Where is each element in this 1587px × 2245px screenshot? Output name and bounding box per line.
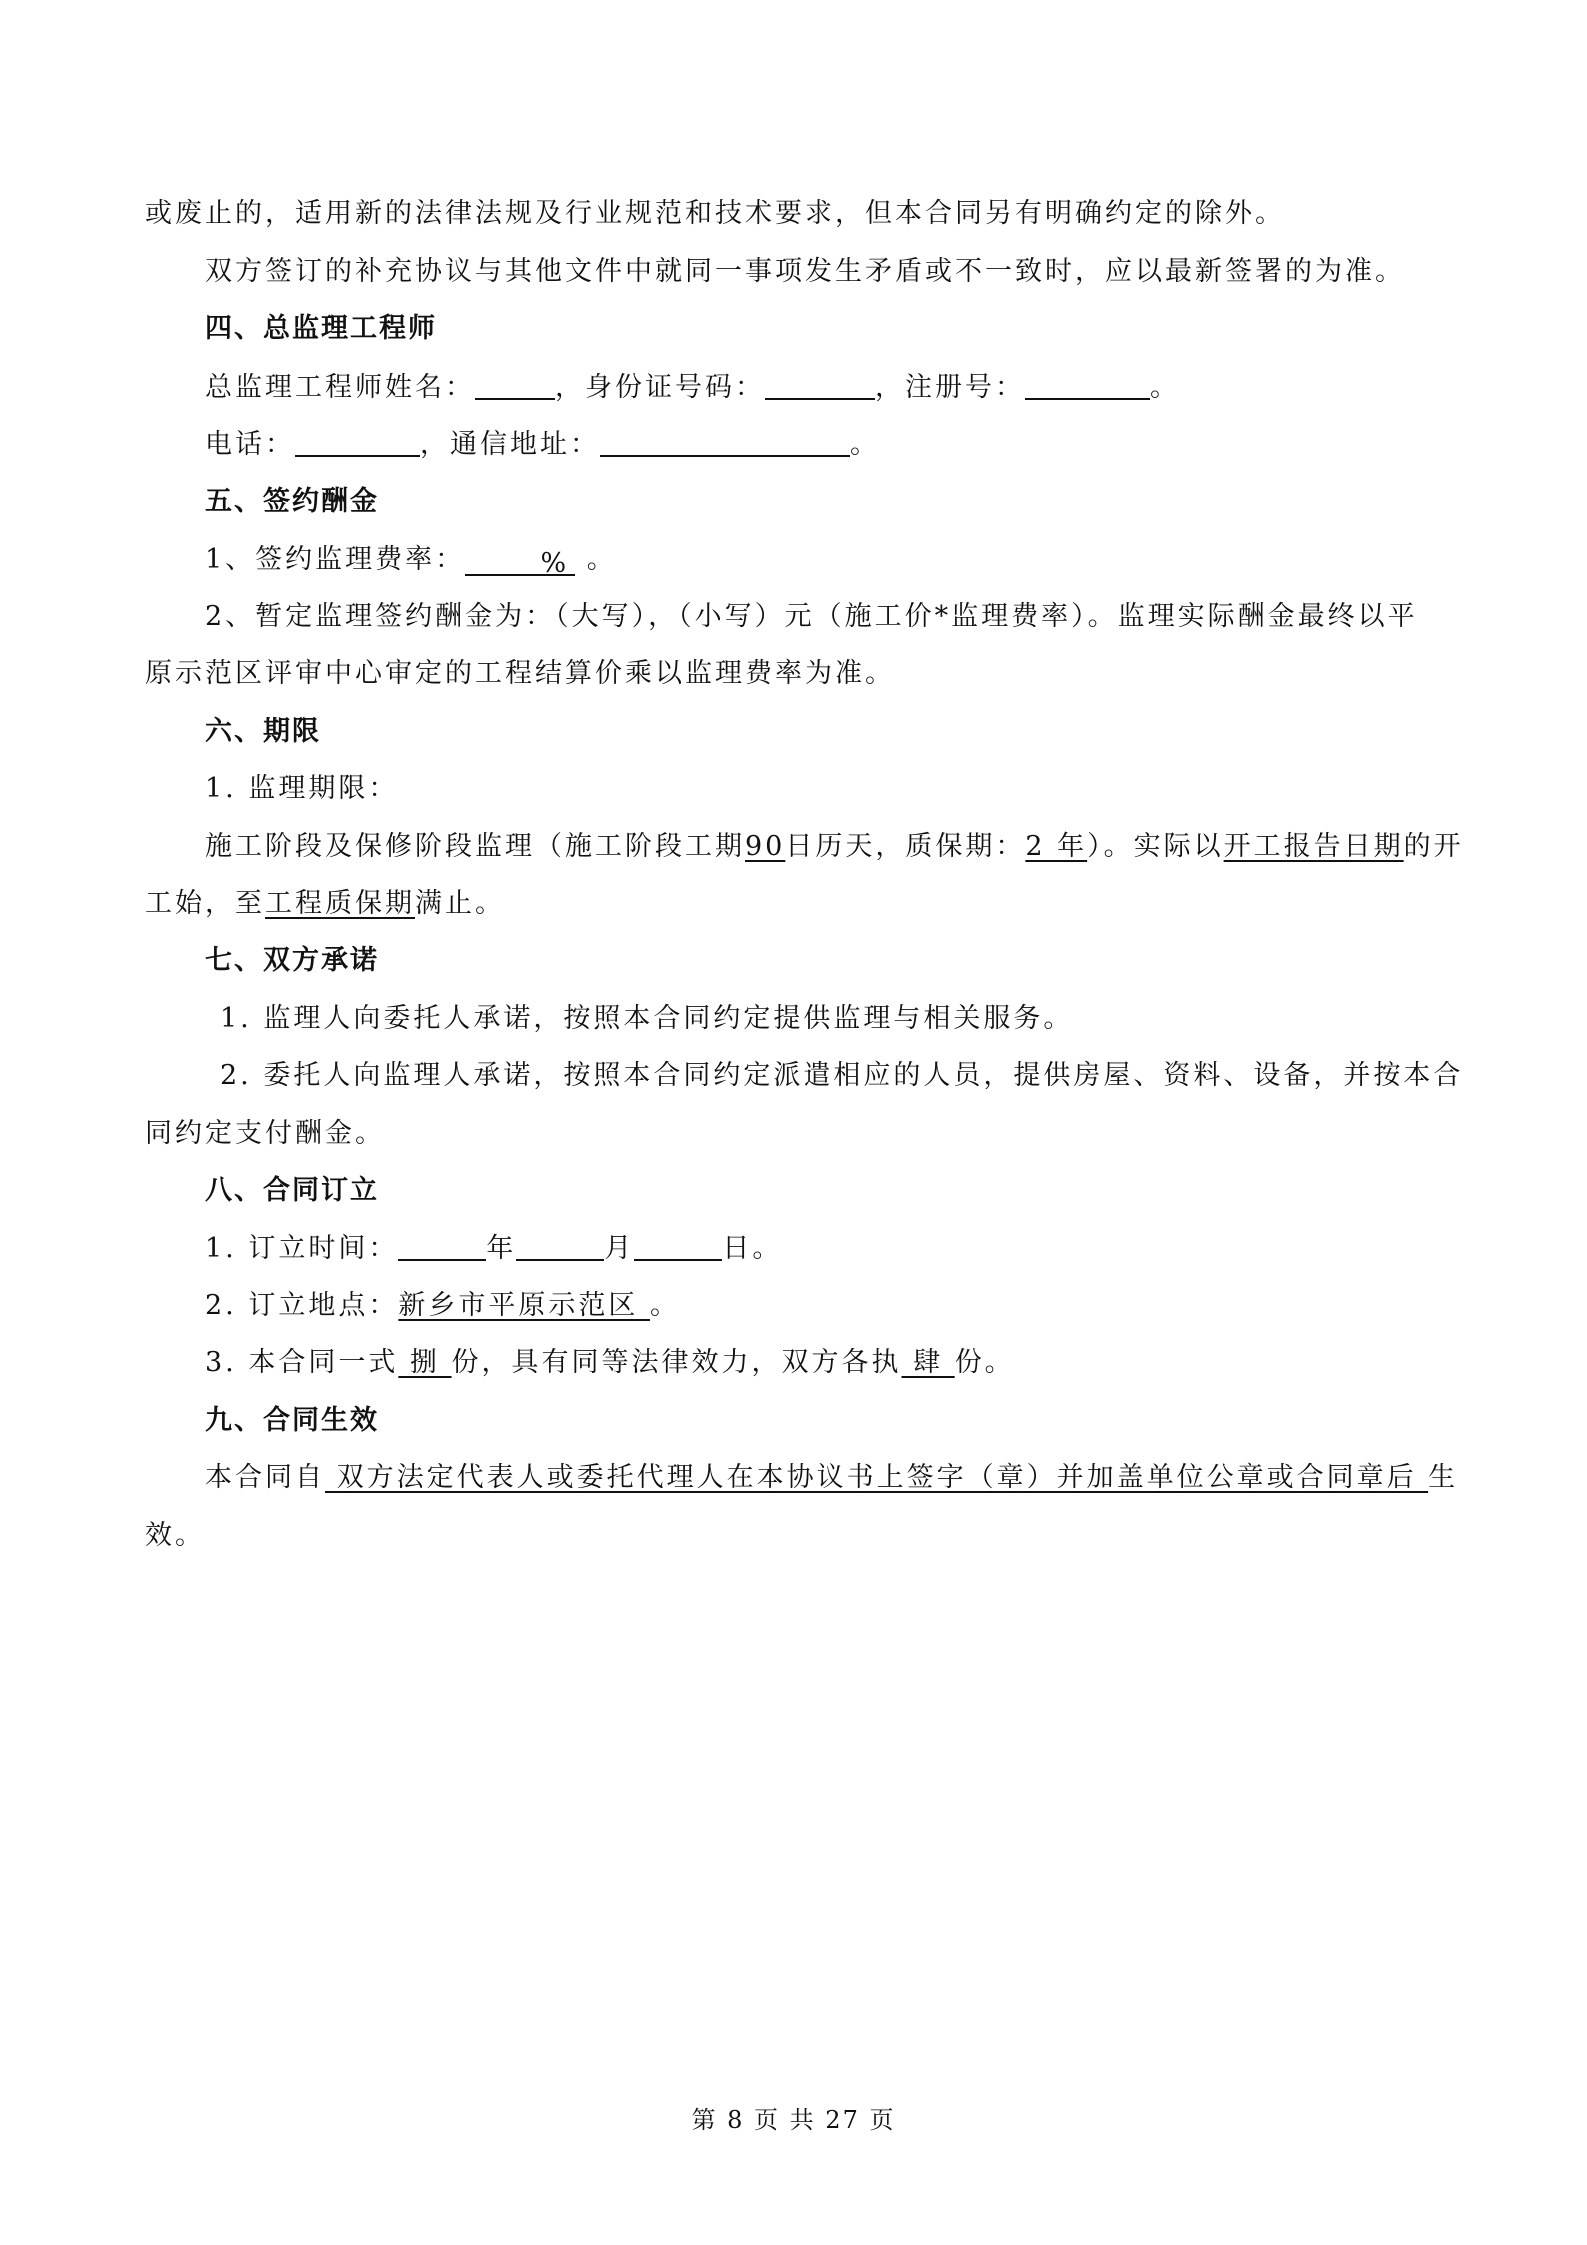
registration-number-blank[interactable] (1025, 370, 1150, 400)
fee-rate-blank[interactable]: % (465, 546, 575, 576)
phone-blank[interactable] (295, 427, 420, 457)
section-heading-7: 七、双方承诺 (205, 945, 379, 976)
section-heading-5: 五、签约酬金 (205, 486, 379, 517)
fee-rate-line: 1、签约监理费率： % 。 (205, 544, 617, 579)
name-blank[interactable] (475, 370, 555, 400)
text-line: 1. 监理人向委托人承诺，按照本合同约定提供监理与相关服务。 (220, 1003, 1074, 1034)
chief-engineer-info-line: 总监理工程师姓名： ，身份证号码： ，注册号： 。 (205, 372, 1180, 403)
section-heading-6: 六、期限 (205, 716, 321, 747)
period-line: 施工阶段及保修阶段监理（施工阶段工期90日历天，质保期：2 年）。实际以开工报告日期的开 (205, 831, 1464, 862)
text-line: 双方签订的补充协议与其他文件中就同一事项发生矛盾或不一致时，应以最新签署的为准。 (205, 256, 1405, 287)
section-heading-9: 九、合同生效 (205, 1405, 379, 1436)
text-line: 效。 (145, 1520, 205, 1551)
text-line: 或废止的，适用新的法律法规及行业规范和技术要求，但本合同另有明确约定的除外。 (145, 198, 1285, 229)
year-blank[interactable] (398, 1231, 486, 1261)
address-blank[interactable] (600, 427, 850, 457)
period-line-cont: 工始，至工程质保期满止。 (145, 888, 505, 919)
section-heading-4: 四、总监理工程师 (205, 313, 437, 344)
contact-info-line: 电话： ，通信地址： 。 (205, 429, 880, 460)
text-line: 2、暂定监理签约酬金为：（大写），（小写）元（施工价*监理费率）。监理实际酬金最终以平 (205, 601, 1418, 632)
signing-date-line: 1. 订立时间： 年 月 日。 (205, 1233, 783, 1264)
page-number-footer: 第 8 页 共 27 页 (691, 2106, 896, 2134)
effective-line: 本合同自 双方法定代表人或委托代理人在本协议书上签字（章）并加盖单位公章或合同章后 生 (205, 1462, 1459, 1493)
day-blank[interactable] (634, 1231, 722, 1261)
section-heading-8: 八、合同订立 (205, 1175, 379, 1206)
text-line: 原示范区评审中心审定的工程结算价乘以监理费率为准。 (145, 658, 895, 689)
copies-line: 3. 本合同一式 捌 份，具有同等法律效力，双方各执 肆 份。 (205, 1347, 1015, 1378)
signing-place-line: 2. 订立地点：新乡市平原示范区 。 (205, 1290, 680, 1321)
text-line: 2. 委托人向监理人承诺，按照本合同约定派遣相应的人员，提供房屋、资料、设备，并按本合 (220, 1060, 1464, 1091)
text-line: 同约定支付酬金。 (145, 1118, 385, 1149)
id-number-blank[interactable] (765, 370, 875, 400)
text-line: 1. 监理期限： (205, 773, 399, 804)
month-blank[interactable] (516, 1231, 604, 1261)
